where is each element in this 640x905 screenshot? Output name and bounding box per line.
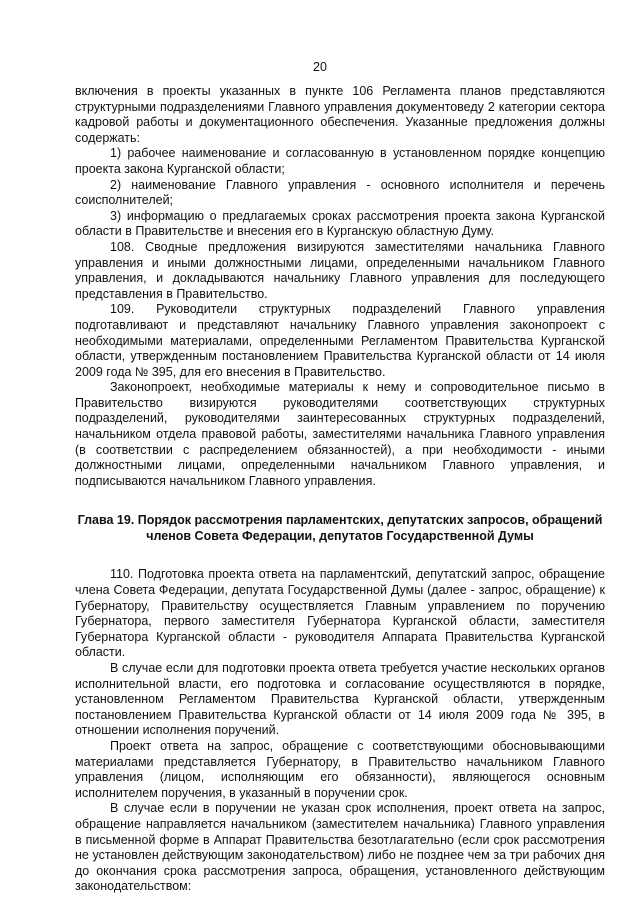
page-number: 20 [313, 60, 327, 74]
list-item-2: 2) наименование Главного управления - основного исполнителя и перечень соисполнителей; [75, 177, 605, 208]
chapter-title: Глава 19. Порядок рассмотрения парламентских, депутатских запросов, обращений членов Совета Федерации, депутатов Государственной Думы [77, 513, 603, 544]
list-item-1: 1) рабочее наименование и согласованную в установленном порядке концепцию проекта закона Курганской области; [75, 146, 605, 176]
list-item-3: 3) информацию о предлагаемых сроках рассмотрения проекта закона Курганской области в Правительстве и внесения его в Курганскую областную Думу. [75, 208, 605, 239]
document-body [75, 84, 605, 895]
paragraph-110: 110. Подготовка проекта ответа на парламентский, депутатский запрос, обращение члена Совета Федерации, депутата Государственной Думы (далее - запрос, обращение) к Губернатору, Правительству осуществляется Главным управлением по поручению Губернатора, первого заместителя Губернатора Курганской области, заместителя Губернатора Курганской области - руководителя Аппарата Правительства Курганской области. [75, 567, 605, 660]
paragraph-continuation: включения в проекты указанных в пункте 106 Регламента планов представляются структурными подразделениями Главного управления документоведу 2 категории сектора кадровой работы и документационного обеспечения. Указанные предложения должны содержать: [75, 84, 605, 145]
paragraph-draft-submission: Проект ответа на запрос, обращение с соответствующими обосновывающими материалами представляется Губернатору, в Правительство начальником Главного управления (лицом, исполняющим его обязанности), являющегося основным исполнителем поручения, в указанный в поручении срок. [75, 738, 605, 800]
paragraph-bill-approval: Законопроект, необходимые материалы к нему и сопроводительное письмо в Правительство визируются руководителями соответствующих структурных подразделений, руководителями заинтересованных структурных подразделений, начальником отдела правовой работы, заместителями начальника Главного управления (в соответствии с распределением обязанностей), а при необходимости - иными должностными лицами, определенными начальником Главного управления, и подписываются начальником Главного управления. [75, 380, 605, 488]
paragraph-109: 109. Руководители структурных подразделений Главного управления подготавливают и представляют начальнику Главного управления законопроект с необходимыми материалами, определенными Регламентом Правительства Курганской области, утвержденным постановлением Правительства Курганской области от 14 июля 2009 года № 395, для его внесения в Правительство. [75, 302, 605, 379]
paragraph-108: 108. Сводные предложения визируются заместителями начальника Главного управления и иными должностными лицами, определенными начальником Главного управления, и докладываются начальнику Главного управления для последующего представления в Правительство. [75, 239, 605, 301]
paragraph-multiple-organs: В случае если для подготовки проекта ответа требуется участие нескольких органов исполнительной власти, его подготовка и согласование осуществляются в порядке, установленном Регламентом Правительства Курганской области, утвержденным постановлением Правительства Курганской области от 14 июля 2009 года № 395, в отношении исполнения поручений. [75, 661, 605, 738]
paragraph-no-deadline: В случае если в поручении не указан срок исполнения, проект ответа на запрос, обращение направляется начальником (заместителем начальника) Главного управления в письменной форме в Аппарат Правительства безотлагательно (если срок рассмотрения не установлен действующим законодательством) либо не позднее чем за три рабочих дня до окончания срока рассмотрения запроса, обращения, установленного действующим законодательством: [75, 801, 605, 894]
